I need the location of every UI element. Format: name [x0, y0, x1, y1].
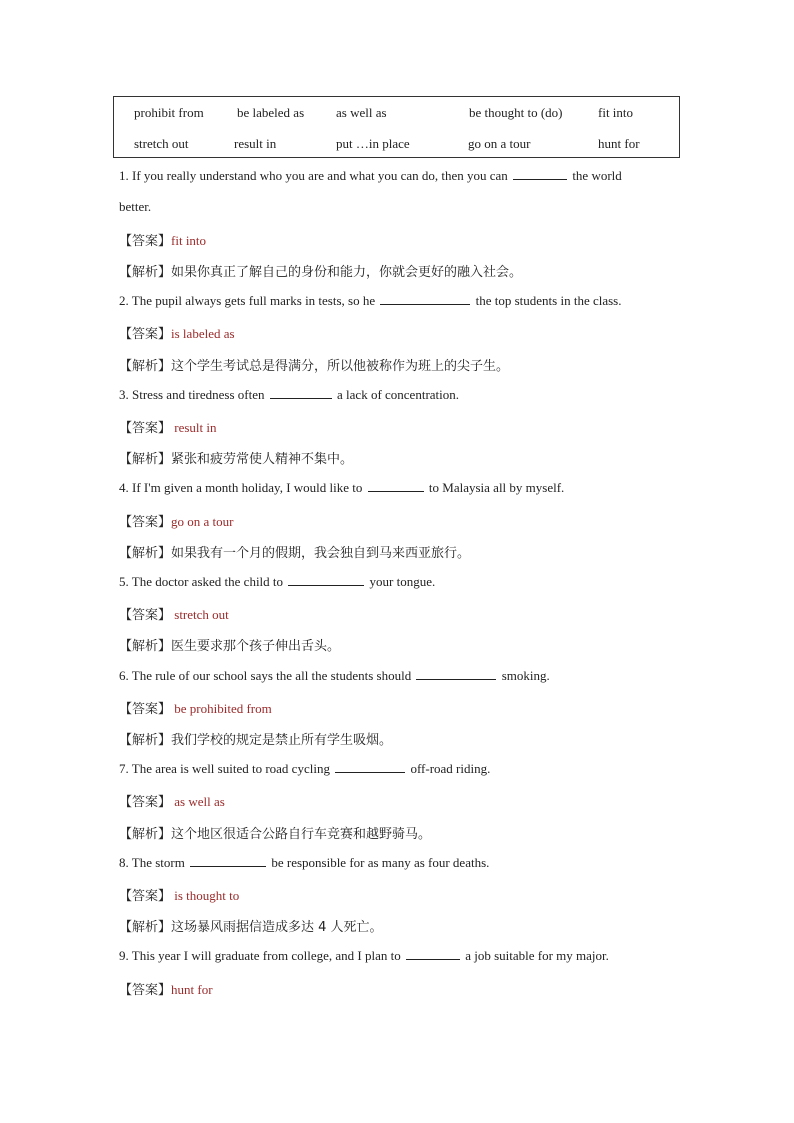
question-text: off-road riding. [410, 761, 491, 776]
question-text: better. [119, 199, 152, 214]
phrase-item: put …in place [336, 136, 410, 151]
explanation-text: 紧张和疲劳常使人精神不集中。 [171, 452, 354, 467]
question-1-continued [119, 199, 151, 215]
answer-text: stretch out [171, 607, 229, 622]
explanation-text: 医生要求那个孩子伸出舌头。 [171, 639, 341, 654]
explanation-tag: 【解析】 [119, 920, 172, 935]
answer-blank [380, 292, 470, 305]
answer-text: result in [171, 420, 217, 435]
question-text: to Malaysia all by myself. [428, 480, 565, 495]
answer-tag: 【答案】 [119, 795, 172, 810]
explanation-tag: 【解析】 [119, 827, 172, 842]
explanation-tag: 【解析】 [119, 265, 172, 280]
answer-line [119, 323, 235, 342]
answer-line [119, 698, 272, 717]
answer-line [119, 604, 229, 623]
explanation-line [119, 729, 392, 748]
phrase-item: be labeled as [237, 105, 305, 120]
explanation-line [119, 823, 431, 842]
phrase-item: result in [234, 136, 277, 151]
answer-tag: 【答案】 [119, 889, 172, 904]
explanation-text: 这个地区很适合公路自行车竞赛和越野骑马。 [171, 827, 432, 842]
question-text: 4. If I'm given a month holiday, I would like to [119, 480, 363, 495]
answer-tag: 【答案】 [119, 421, 172, 436]
answer-text: hunt for [171, 982, 213, 997]
question-text: 2. The pupil always gets full marks in tests, so he [119, 293, 376, 308]
phrase-item: stretch out [134, 136, 189, 151]
explanation-line [119, 355, 509, 374]
explanation-tag: 【解析】 [119, 452, 172, 467]
question-4 [119, 479, 564, 496]
explanation-tag: 【解析】 [119, 546, 172, 561]
explanation-tag: 【解析】 [119, 733, 172, 748]
question-2 [119, 292, 622, 309]
answer-text: as well as [171, 794, 225, 809]
answer-line [119, 417, 217, 436]
phrase-item: prohibit from [134, 105, 204, 120]
question-text: the top students in the class. [475, 293, 622, 308]
question-text: 5. The doctor asked the child to [119, 574, 284, 589]
explanation-text: 我们学校的规定是禁止所有学生吸烟。 [171, 733, 393, 748]
explanation-line [119, 916, 383, 935]
question-text: a lack of concentration. [337, 387, 460, 402]
answer-tag: 【答案】 [119, 608, 172, 623]
answer-blank [416, 667, 496, 680]
explanation-line [119, 261, 522, 280]
question-text: the world [572, 168, 622, 183]
answer-blank [513, 167, 567, 180]
explanation-tag: 【解析】 [119, 639, 172, 654]
question-text: 6. The rule of our school says the all the students should [119, 668, 412, 683]
answer-text: is labeled as [171, 326, 235, 341]
explanation-line [119, 448, 353, 467]
answer-tag: 【答案】 [119, 327, 172, 342]
answer-text: be prohibited from [171, 701, 272, 716]
question-text: 8. The storm [119, 855, 185, 870]
phrase-item: fit into [598, 105, 634, 120]
answer-blank [288, 573, 364, 586]
question-text: a job suitable for my major. [465, 948, 609, 963]
answer-tag: 【答案】 [119, 983, 172, 998]
answer-text: is thought to [171, 888, 240, 903]
question-text: your tongue. [369, 574, 436, 589]
phrase-item: go on a tour [468, 136, 531, 151]
explanation-line [119, 542, 470, 561]
answer-line [119, 979, 213, 998]
phrase-item: hunt for [598, 136, 640, 151]
answer-blank [406, 947, 460, 960]
explanation-tag: 【解析】 [119, 359, 172, 374]
question-text: 1. If you really understand who you are and what you can do, then you can [119, 168, 508, 183]
answer-tag: 【答案】 [119, 515, 172, 530]
question-7 [119, 760, 490, 777]
question-6 [119, 667, 550, 684]
question-text: 9. This year I will graduate from college, and I plan to [119, 948, 401, 963]
explanation-line [119, 635, 340, 654]
answer-blank [190, 854, 266, 867]
explanation-text: 如果我有一个月的假期，我会独自到马来西亚旅行。 [171, 546, 471, 561]
answer-line [119, 791, 225, 810]
answer-blank [368, 479, 424, 492]
answer-text: go on a tour [171, 514, 234, 529]
answer-text: fit into [171, 233, 207, 248]
question-3 [119, 386, 459, 403]
phrase-bank-box [113, 96, 680, 158]
phrase-item: be thought to (do) [469, 105, 563, 120]
answer-blank [270, 386, 332, 399]
phrase-item: as well as [336, 105, 387, 120]
question-9 [119, 947, 609, 964]
answer-line [119, 511, 233, 530]
explanation-text: 这场暴风雨据信造成多达 4 人死亡。 [171, 920, 383, 935]
answer-tag: 【答案】 [119, 702, 172, 717]
question-1 [119, 167, 622, 184]
answer-line [119, 230, 206, 249]
question-text: smoking. [501, 668, 550, 683]
question-text: 7. The area is well suited to road cycling [119, 761, 330, 776]
question-5 [119, 573, 435, 590]
explanation-text: 这个学生考试总是得满分，所以他被称作为班上的尖子生。 [171, 359, 510, 374]
question-text: 3. Stress and tiredness often [119, 387, 265, 402]
explanation-text: 如果你真正了解自己的身份和能力，你就会更好的融入社会。 [171, 265, 523, 280]
answer-tag: 【答案】 [119, 234, 172, 249]
question-8 [119, 854, 489, 871]
answer-blank [335, 760, 405, 773]
answer-line [119, 885, 239, 904]
question-text: be responsible for as many as four deaths. [271, 855, 490, 870]
